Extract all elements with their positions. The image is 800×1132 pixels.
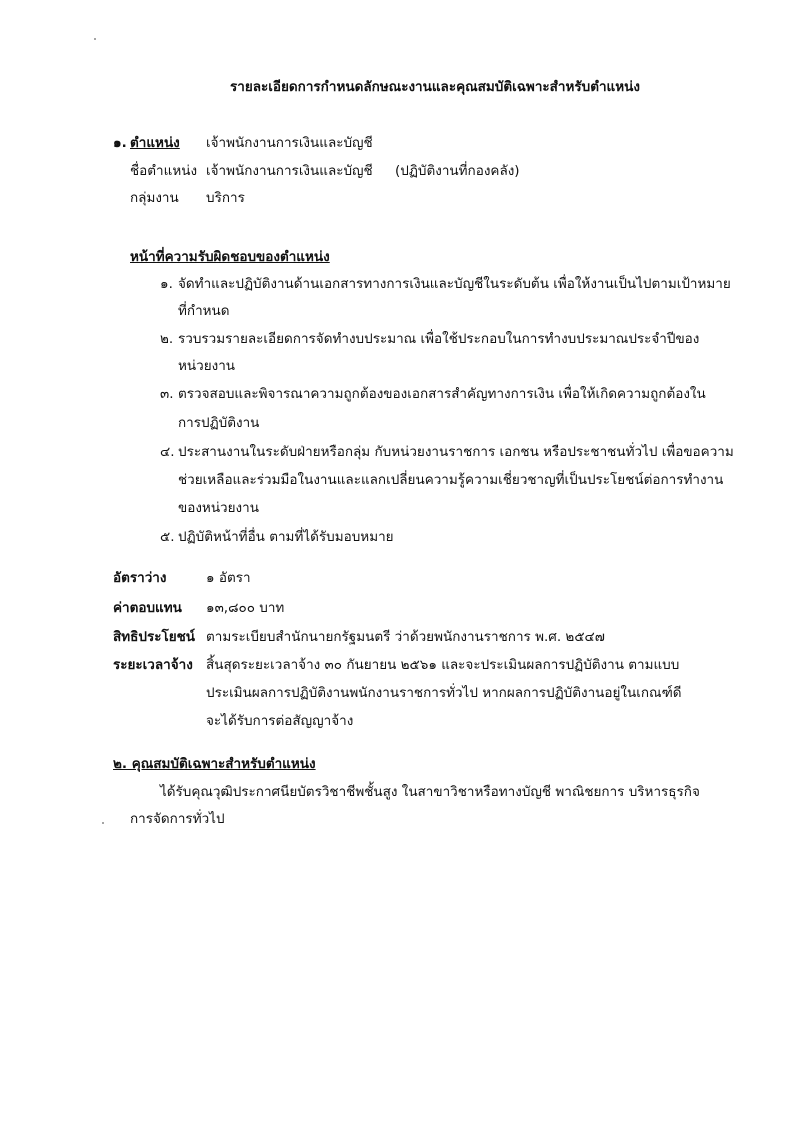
duty-line: ที่กำหนด: [178, 303, 230, 319]
duty-line: ตรวจสอบและพิจารณาความถูกต้องของเอกสารสำคัญทางการเงิน เพื่อให้เกิดความถูกต้องใน: [178, 386, 706, 402]
benefits-label: สิทธิประโยชน์: [113, 629, 196, 645]
qualification-line: ได้รับคุณวุฒิประกาศนียบัตรวิชาชีพชั้นสูง ในสาขาวิชาหรือทางบัญชี พาณิชยการ บริหารธุรกิจ: [160, 784, 700, 800]
duty-number: ๕.: [160, 529, 175, 545]
duty-line: ปฏิบัติหน้าที่อื่น ตามที่ได้รับมอบหมาย: [178, 529, 394, 545]
duty-line: การปฏิบัติงาน: [178, 415, 260, 431]
duty-number: ๒.: [160, 331, 174, 347]
document-title: รายละเอียดการกำหนดลักษณะงานและคุณสมบัติเฉพาะสำหรับตำแหน่ง: [230, 79, 640, 95]
term-label: ระยะเวลาจ้าง: [113, 657, 193, 673]
duty-line: ประสานงานในระดับฝ่ายหรือกลุ่ม กับหน่วยงานราชการ เอกชน หรือประชาชนทั่วไป เพื่อขอความ: [178, 444, 734, 460]
duty-line: ของหน่วยงาน: [178, 500, 259, 516]
group-label: กลุ่มงาน: [130, 190, 179, 206]
title-label: ชื่อตำแหน่ง: [130, 163, 198, 179]
position-label: ตำแหน่ง: [130, 135, 180, 151]
section1-number: ๑.: [113, 135, 127, 151]
term-line: ประเมินผลการปฏิบัติงานพนักงานราชการทั่วไป หากผลการปฏิบัติงานอยู่ในเกณฑ์ดี: [206, 685, 682, 701]
qualification-line: การจัดการทั่วไป: [130, 811, 225, 827]
duty-line: รวบรวมรายละเอียดการจัดทำงบประมาณ เพื่อใช้ประกอบในการทำงบประมาณประจำปีของ: [178, 331, 700, 347]
position-value: เจ้าพนักงานการเงินและบัญชี: [206, 135, 373, 151]
title-value: เจ้าพนักงานการเงินและบัญชี: [206, 163, 373, 179]
vacancy-label: อัตราว่าง: [113, 570, 167, 586]
title-note: (ปฏิบัติงานที่กองคลัง): [395, 163, 520, 179]
benefits-value: ตามระเบียบสำนักนายกรัฐมนตรี ว่าด้วยพนักงานราชการ พ.ศ. ๒๕๔๗: [206, 629, 605, 645]
duty-line: ช่วยเหลือและร่วมมือในงานและแลกเปลี่ยนความรู้ความเชี่ยวชาญที่เป็นประโยชน์ต่อการทำงาน: [178, 472, 724, 488]
duty-line: หน่วยงาน: [178, 358, 236, 374]
salary-value: ๑๓,๘๐๐ บาท: [206, 600, 285, 616]
vacancy-value: ๑ อัตรา: [206, 570, 251, 586]
duties-heading: หน้าที่ความรับผิดชอบของตำแหน่ง: [130, 249, 330, 265]
term-line: สิ้นสุดระยะเวลาจ้าง ๓๐ กันยายน ๒๕๖๑ และจะประเมินผลการปฏิบัติงาน ตามแบบ: [206, 657, 680, 673]
duty-number: ๑.: [160, 276, 173, 292]
duty-number: ๓.: [160, 386, 174, 402]
scan-speck: [94, 38, 96, 40]
duty-number: ๔.: [160, 444, 175, 460]
section2-heading: ๒. คุณสมบัติเฉพาะสำหรับตำแหน่ง: [113, 756, 316, 772]
group-value: บริการ: [206, 190, 245, 206]
term-line: จะได้รับการต่อสัญญาจ้าง: [206, 713, 354, 729]
duty-line: จัดทำและปฏิบัติงานด้านเอกสารทางการเงินและบัญชีในระดับต้น เพื่อให้งานเป็นไปตามเป้าหมาย: [178, 276, 731, 292]
salary-label: ค่าตอบแทน: [113, 600, 182, 616]
scan-speck: [102, 822, 104, 824]
